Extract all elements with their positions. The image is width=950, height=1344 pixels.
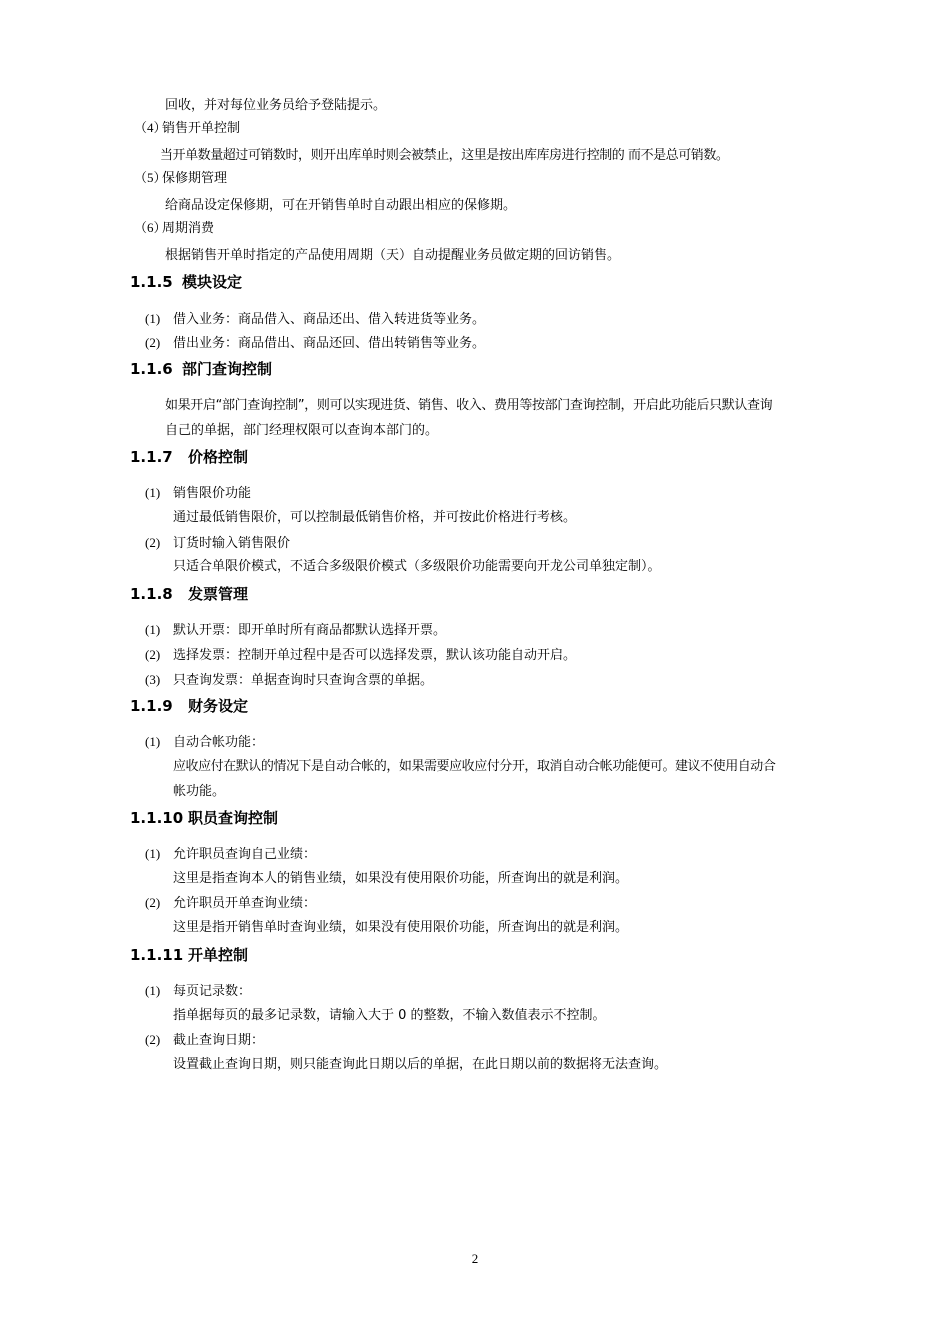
section-title: 发票管理: [188, 585, 249, 603]
list-item: [145, 484, 251, 503]
list-item-text: 选择发票：控制开单过程中是否可以选择发票，默认该功能自动开启。: [173, 648, 577, 663]
body-line: 指单据每页的最多记录数，请输入大于 0 的整数，不输入数值表示不控制。: [173, 1008, 606, 1023]
body-line: 这里是指查询本人的销售业绩，如果没有使用限价功能，所查询出的就是利润。: [173, 871, 629, 886]
section-heading-1-1-11: [130, 945, 248, 965]
list-item-text: 销售限价功能: [173, 486, 252, 501]
section-title: 模块设定: [182, 273, 243, 291]
list-item: [145, 334, 485, 353]
list-item: [134, 119, 240, 138]
section-heading-1-1-7: [130, 447, 248, 467]
list-item: [145, 671, 433, 690]
section-number: 1.1.8: [130, 585, 173, 603]
page-number: 2: [471, 1251, 479, 1266]
list-number: (2): [145, 895, 161, 910]
list-item-text: 借入业务：商品借入、商品还出、借入转进货等业务。: [173, 312, 486, 327]
section-heading-1-1-9: [130, 696, 248, 716]
body-line: 应收应付在默认的情况下是自动合帐的，如果需要应收应付分开，取消自动合帐功能便可。建议不使用自动合: [173, 759, 776, 774]
list-number: （6）: [134, 220, 167, 235]
list-item: [145, 845, 316, 864]
list-item: [145, 621, 446, 640]
body-line: 自己的单据，部门经理权限可以查询本部门的。: [165, 423, 439, 438]
list-item-text: 默认开票：即开单时所有商品都默认选择开票。: [173, 623, 447, 638]
body-line: 设置截止查询日期，则只能查询此日期以后的单据，在此日期以前的数据将无法查询。: [173, 1057, 668, 1072]
body-line: 根据销售开单时指定的产品使用周期（天）自动提醒业务员做定期的回访销售。: [165, 248, 621, 263]
list-item-text: 只查询发票：单据查询时只查询含票的单据。: [173, 673, 434, 688]
list-item-text: 借出业务：商品借出、商品还回、借出转销售等业务。: [173, 336, 486, 351]
list-number: (1): [145, 485, 161, 500]
list-item-text: 周期消费: [162, 221, 215, 236]
list-item-text: 销售开单控制: [162, 121, 241, 136]
list-item: [145, 646, 576, 665]
list-item: [145, 982, 251, 1001]
body-line: 通过最低销售限价，可以控制最低销售价格，并可按此价格进行考核。: [173, 510, 577, 525]
section-title: 价格控制: [188, 448, 249, 466]
section-title: 部门查询控制: [182, 360, 273, 378]
list-item: [134, 169, 227, 188]
list-item: [145, 310, 485, 329]
list-item: [145, 1031, 264, 1050]
section-number: 1.1.6: [130, 360, 173, 378]
section-heading-1-1-5: [130, 272, 242, 292]
section-title: 财务设定: [188, 697, 249, 715]
list-item: [145, 534, 290, 553]
section-number: 1.1.5: [130, 273, 173, 291]
body-line: 这里是指开销售单时查询业绩，如果没有使用限价功能，所查询出的就是利润。: [173, 920, 629, 935]
list-item-text: 允许职员查询自己业绩：: [173, 847, 317, 862]
list-item: [134, 219, 214, 238]
section-title: 职员查询控制: [188, 809, 279, 827]
list-number: (1): [145, 311, 161, 326]
list-number: (3): [145, 672, 161, 687]
section-number: 1.1.11: [130, 946, 184, 964]
body-line: 帐功能。: [173, 784, 226, 799]
list-item-text: 保修期管理: [162, 171, 228, 186]
section-number: 1.1.9: [130, 697, 173, 715]
list-item-text: 订货时输入销售限价: [173, 536, 291, 551]
section-title: 开单控制: [188, 946, 249, 964]
section-number: 1.1.7: [130, 448, 173, 466]
list-number: (2): [145, 335, 161, 350]
section-heading-1-1-8: [130, 584, 248, 604]
list-item-text: 每页记录数：: [173, 984, 252, 999]
body-line: 只适合单限价模式，不适合多级限价模式（多级限价功能需要向开龙公司单独定制）。: [173, 559, 661, 574]
section-heading-1-1-10: [130, 808, 278, 828]
list-number: (1): [145, 983, 161, 998]
list-number: (2): [145, 1032, 161, 1047]
list-item: [145, 894, 316, 913]
list-item-text: 自动合帐功能：: [173, 735, 265, 750]
body-line: 当开单数量超过可销数时，则开出库单时则会被禁止，这里是按出库库房进行控制的 而不是总可销数。: [160, 148, 729, 163]
list-number: (2): [145, 535, 161, 550]
list-item: [145, 733, 264, 752]
list-number: （5）: [134, 170, 167, 185]
list-item-text: 截止查询日期：: [173, 1033, 265, 1048]
list-item-text: 允许职员开单查询业绩：: [173, 896, 317, 911]
body-line: 回收，并对每位业务员给予登陆提示。: [165, 98, 387, 113]
body-line: 给商品设定保修期，可在开销售单时自动跟出相应的保修期。: [165, 198, 517, 213]
list-number: (1): [145, 734, 161, 749]
list-number: (1): [145, 622, 161, 637]
list-number: （4）: [134, 120, 167, 135]
section-number: 1.1.10: [130, 809, 184, 827]
list-number: (2): [145, 647, 161, 662]
section-heading-1-1-6: [130, 359, 272, 379]
list-number: (1): [145, 846, 161, 861]
body-line: 如果开启“部门查询控制”，则可以实现进货、销售、收入、费用等按部门查询控制，开启此功能后只默认查询: [165, 398, 773, 413]
